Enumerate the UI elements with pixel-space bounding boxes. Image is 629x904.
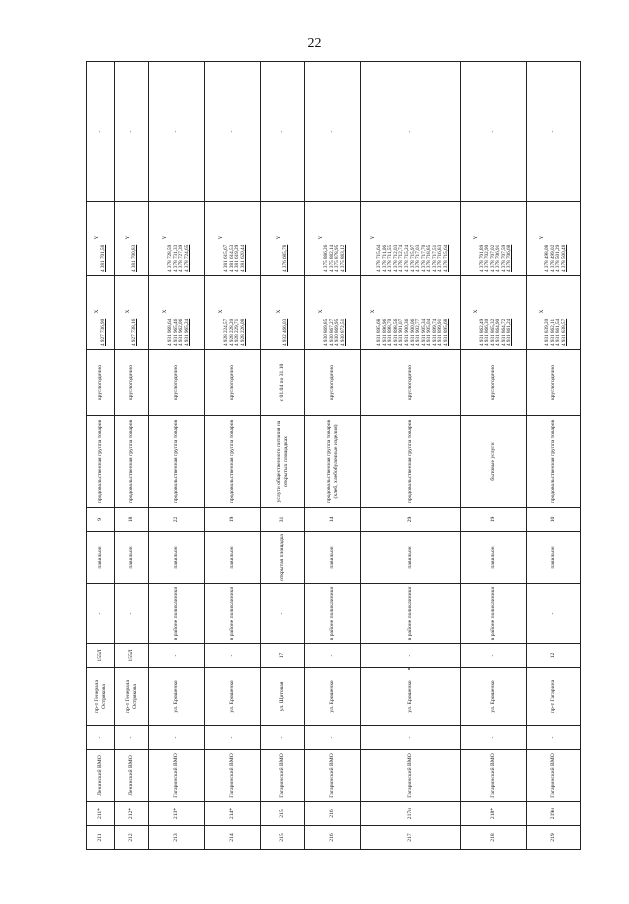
object-type-cell: павильон — [461, 532, 527, 584]
x-coordinate-label: X — [275, 309, 282, 314]
row-number: 211 — [87, 826, 115, 850]
x-coordinate-value: 4 930 869,85 — [323, 318, 330, 346]
x-coordinate-value: 4 931 899,91 — [437, 318, 444, 346]
column-4-cell: - — [261, 726, 305, 750]
column-4-cell: - — [361, 726, 461, 750]
house-cell: - — [149, 644, 205, 668]
area-cell: 31 — [261, 508, 305, 532]
x-coordinate-value: 4 931 900,06 — [409, 318, 416, 346]
object-type-cell: открытая площадка — [261, 532, 305, 584]
period-cell: круглогодично — [361, 350, 461, 416]
x-coordinate-value: 4 931 861,54 — [555, 318, 562, 346]
x-coordinates-cell — [361, 276, 461, 350]
landmark-cell: - — [261, 584, 305, 644]
x-coordinate-value: 4 931 864,72 — [500, 318, 507, 346]
y-coordinate-value: 4 378 715,97 — [409, 244, 416, 272]
y-coordinate-value: 4 381 701,58 — [99, 244, 106, 272]
y-coordinates-cell — [361, 202, 461, 276]
x-coordinates-cell — [149, 276, 205, 350]
column-4-cell: - — [87, 726, 115, 750]
y-coordinate-label: Y — [538, 235, 545, 240]
page-number: 22 — [307, 36, 322, 51]
specialization-cell: продовольственная группа товаров — [361, 416, 461, 508]
street-cell: пр-т Генерала Острякова — [115, 668, 149, 726]
table-row — [361, 62, 461, 850]
row-code: 217н — [361, 802, 461, 826]
x-coordinates-cell — [461, 276, 527, 350]
x-coordinates-cell — [261, 276, 305, 350]
y-coordinates-cell — [205, 202, 261, 276]
y-coordinate-label: Y — [93, 235, 100, 240]
x-coordinate-value: 4 931 902,77 — [415, 318, 422, 346]
row-number: 218 — [461, 826, 527, 850]
object-type-cell: павильон — [115, 532, 149, 584]
specialization-cell: продовольственная группа товаров — [87, 416, 115, 508]
x-coordinate-value: 4 931 900,36 — [403, 318, 410, 346]
row-number: 219 — [527, 826, 581, 850]
street-cell: ул. Ерошенко — [461, 668, 527, 726]
y-coordinate-value: 4 378 715,64 — [443, 244, 450, 272]
area-cell: 22 — [149, 508, 205, 532]
object-type-cell: павильон — [527, 532, 581, 584]
area-cell: 18 — [115, 508, 149, 532]
row-code: 212* — [115, 802, 149, 826]
y-coordinate-value: 4 378 500,48 — [560, 244, 567, 272]
x-coordinate-value: 4 931 898,70 — [387, 318, 394, 346]
x-coordinate-value: 4 931 862,11 — [549, 318, 556, 346]
y-coordinates-cell — [261, 202, 305, 276]
y-coordinate-value: 4 375 878,95 — [334, 244, 341, 272]
y-coordinate-label: Y — [370, 235, 377, 240]
column-4-cell: - — [305, 726, 361, 750]
street-cell: ул. Ерошенко — [361, 668, 461, 726]
column-4-cell: - — [115, 726, 149, 750]
x-coordinate-label: X — [124, 309, 131, 314]
y-coordinate-value: 4 378 707,02 — [489, 244, 496, 272]
period-cell: с 01.04 по 31.10 — [261, 350, 305, 416]
house-cell: 155Л — [87, 644, 115, 668]
y-coordinate-value: 4 378 711,06 — [381, 244, 388, 272]
y-coordinate-value: 4 381 700,83 — [130, 244, 137, 272]
column-4-cell: - — [205, 726, 261, 750]
object-type-cell: павильон — [87, 532, 115, 584]
x-coordinate-value: 4 931 905,34 — [420, 318, 427, 346]
y-coordinate-value: 4 378 724,65 — [183, 244, 190, 272]
specialization-cell: услуги общественного питания на открытых площадках — [261, 416, 305, 508]
x-coordinate-value: 4 932 466,03 — [281, 318, 288, 346]
object-type-cell: павильон — [305, 532, 361, 584]
x-coordinates-cell — [305, 276, 361, 350]
x-coordinate-value: 4 930 872,51 — [339, 318, 346, 346]
column-4-cell: - — [461, 726, 527, 750]
last-column-cell: - — [461, 62, 527, 202]
rotated-table-container — [86, 62, 567, 850]
specialization-cell: продовольственная группа товаров — [205, 416, 261, 508]
y-coordinate-value: 4 376 685,78 — [281, 244, 288, 272]
x-coordinate-label: X — [472, 309, 479, 314]
street-cell: ул. Ерошенко — [149, 668, 205, 726]
y-coordinate-value: 4 378 715,64 — [375, 244, 382, 272]
row-number: 214 — [205, 826, 261, 850]
row-code: 211* — [87, 802, 115, 826]
x-coordinates-cell — [87, 276, 115, 350]
street-cell: ул. Ерошенко — [305, 668, 361, 726]
row-number: 215 — [261, 826, 305, 850]
row-code: 214* — [205, 802, 261, 826]
landmark-cell: в районе поликлиники — [361, 584, 461, 644]
table-row — [305, 62, 361, 850]
specialization-cell: бытовые услуги — [461, 416, 527, 508]
y-coordinate-value: 4 378 501,29 — [555, 244, 562, 272]
area-cell: 19 — [461, 508, 527, 532]
y-coordinate-label: Y — [472, 235, 479, 240]
street-cell: пр-т Гагарина — [527, 668, 581, 726]
area-cell: 10 — [527, 508, 581, 532]
y-coordinates-cell — [87, 202, 115, 276]
x-coordinate-value: 4 928 224,57 — [223, 318, 230, 346]
y-coordinate-value: 4 378 727,39 — [178, 244, 185, 272]
x-coordinates-cell — [205, 276, 261, 350]
district-cell: Гагаринский ВМО — [361, 750, 461, 802]
x-coordinate-value: 4 931 905,04 — [426, 318, 433, 346]
y-coordinate-label: Y — [124, 235, 131, 240]
x-coordinate-value: 4 931 864,90 — [495, 318, 502, 346]
landmark-cell: - — [115, 584, 149, 644]
y-coordinate-value: 4 378 718,85 — [426, 244, 433, 272]
specialization-cell: продовольственная группа товаров — [527, 416, 581, 508]
x-coordinate-value: 4 931 895,68 — [443, 318, 450, 346]
object-type-cell: павильон — [149, 532, 205, 584]
row-number: 217 — [361, 826, 461, 850]
y-coordinate-value: 4 381 614,53 — [228, 244, 235, 272]
y-coordinate-value: 4 378 498,08 — [544, 244, 551, 272]
row-code: 216 — [305, 802, 361, 826]
row-number: 212 — [115, 826, 149, 850]
x-coordinate-label: X — [538, 309, 545, 314]
x-coordinate-value: 4 930 869,95 — [334, 318, 341, 346]
period-cell: круглогодично — [305, 350, 361, 416]
y-coordinate-value: 4 381 620,44 — [239, 244, 246, 272]
x-coordinate-value: 4 931 965,24 — [183, 318, 190, 346]
table-row — [205, 62, 261, 850]
object-type-cell: павильон — [361, 532, 461, 584]
street-cell: ул. Щитовая — [261, 668, 305, 726]
x-coordinate-value: 4 931 861,24 — [506, 318, 513, 346]
x-coordinate-value: 4 928 226,08 — [239, 318, 246, 346]
y-coordinate-label: Y — [317, 235, 324, 240]
district-cell: Гагаринский ВМО — [305, 750, 361, 802]
x-coordinate-label: X — [161, 309, 168, 314]
row-code: 215 — [261, 802, 305, 826]
area-cell: 29 — [361, 508, 461, 532]
area-cell: 14 — [305, 508, 361, 532]
last-column-cell: - — [149, 62, 205, 202]
x-coordinate-value: 4 931 862,49 — [478, 318, 485, 346]
y-coordinates-cell — [149, 202, 205, 276]
x-coordinates-cell — [527, 276, 581, 350]
y-coordinates-cell — [527, 202, 581, 276]
x-coordinate-value: 4 931 962,06 — [178, 318, 185, 346]
x-coordinate-value: 4 928 228,20 — [228, 318, 235, 346]
y-coordinate-value: 4 378 706,91 — [495, 244, 502, 272]
last-column-cell: - — [87, 62, 115, 202]
table-row — [461, 62, 527, 850]
row-number: 216 — [305, 826, 361, 850]
specialization-cell: продовольственная группа товаров (хлеб, хлебобулочные изделия) — [305, 416, 361, 508]
landmark-cell: в районе поликлиники — [205, 584, 261, 644]
specialization-cell: продовольственная группа товаров — [149, 416, 205, 508]
x-coordinate-value: 4 931 965,46 — [172, 318, 179, 346]
x-coordinate-value: 4 931 838,57 — [560, 318, 567, 346]
table-row — [87, 62, 115, 850]
period-cell: круглогодично — [149, 350, 205, 416]
district-cell: Ленинский ВМО — [115, 750, 149, 802]
y-coordinates-cell — [305, 202, 361, 276]
period-cell: круглогодично — [461, 350, 527, 416]
y-coordinate-value: 4 375 886,26 — [323, 244, 330, 272]
y-coordinate-value: 4 378 711,55 — [387, 244, 394, 272]
column-4-cell: - — [149, 726, 205, 750]
y-coordinate-value: 4 378 717,70 — [420, 244, 427, 272]
x-coordinate-label: X — [217, 309, 224, 314]
y-coordinate-value: 4 378 712,03 — [392, 244, 399, 272]
x-coordinate-value: 4 931 865,32 — [489, 318, 496, 346]
row-code: 218* — [461, 802, 527, 826]
x-coordinate-value: 4 931 895,68 — [375, 318, 382, 346]
x-coordinate-value: 4 930 867,27 — [328, 318, 335, 346]
house-cell: 12 — [527, 644, 581, 668]
specialization-cell: продовольственная группа товаров — [115, 416, 149, 508]
district-cell: Гагаринский ВМО — [149, 750, 205, 802]
area-cell: 9 — [87, 508, 115, 532]
x-coordinate-label: X — [317, 309, 324, 314]
house-cell: - — [305, 644, 361, 668]
district-cell: Гагаринский ВМО — [261, 750, 305, 802]
y-coordinate-value: 4 378 706,68 — [506, 244, 513, 272]
table-row — [149, 62, 205, 850]
district-cell: Гагаринский ВМО — [527, 750, 581, 802]
district-cell: Гагаринский ВМО — [205, 750, 261, 802]
y-coordinate-value: 4 378 702,90 — [484, 244, 491, 272]
x-coordinate-value: 4 931 968,64 — [167, 318, 174, 346]
y-coordinate-value: 4 381 615,67 — [223, 244, 230, 272]
x-coordinate-label: X — [370, 309, 377, 314]
y-coordinate-value: 4 378 701,89 — [478, 244, 485, 272]
y-coordinate-value: 4 378 717,51 — [431, 244, 438, 272]
period-cell: круглогодично — [527, 350, 581, 416]
x-coordinate-value: 4 931 901,07 — [398, 318, 405, 346]
y-coordinate-value: 4 378 717,03 — [415, 244, 422, 272]
last-column-cell: - — [115, 62, 149, 202]
landmark-cell: - — [527, 584, 581, 644]
row-number: 213 — [149, 826, 205, 850]
y-coordinate-value: 4 378 731,33 — [172, 244, 179, 272]
x-coordinate-value: 4 928 229,71 — [234, 318, 241, 346]
y-coordinate-value: 4 378 728,59 — [167, 244, 174, 272]
x-coordinates-cell — [115, 276, 149, 350]
x-coordinate-value: 4 931 896,96 — [381, 318, 388, 346]
period-cell: круглогодично — [87, 350, 115, 416]
y-coordinates-cell — [461, 202, 527, 276]
district-cell: Ленинский ВМО — [87, 750, 115, 802]
table-row — [115, 62, 149, 850]
last-column-cell: - — [305, 62, 361, 202]
x-coordinate-value: 4 931 839,20 — [544, 318, 551, 346]
house-cell: - — [461, 644, 527, 668]
y-coordinate-label: Y — [275, 235, 282, 240]
y-coordinate-value: 4 378 715,24 — [403, 244, 410, 272]
street-cell: ул. Ерошенко — [205, 668, 261, 726]
stray-pen-mark — [408, 668, 410, 670]
table-row — [527, 62, 581, 850]
landmark-cell: в районе поликлиники — [149, 584, 205, 644]
y-coordinate-value: 4 375 882,14 — [328, 244, 335, 272]
y-coordinate-label: Y — [161, 235, 168, 240]
period-cell: круглогодично — [205, 350, 261, 416]
x-coordinate-value: 4 927 736,90 — [99, 318, 106, 346]
row-code: 219н — [527, 802, 581, 826]
x-coordinate-value: 4 931 866,30 — [484, 318, 491, 346]
y-coordinate-value: 4 378 707,59 — [500, 244, 507, 272]
y-coordinate-value: 4 375 883,12 — [339, 244, 346, 272]
last-column-cell: - — [527, 62, 581, 202]
x-coordinate-label: X — [93, 309, 100, 314]
landmark-cell: в районе поликлиники — [461, 584, 527, 644]
street-cell: пр-т Генерала Острякова — [87, 668, 115, 726]
house-cell: 155Л — [115, 644, 149, 668]
y-coordinate-value: 4 378 716,83 — [437, 244, 444, 272]
period-cell: круглогодично — [115, 350, 149, 416]
landmark-cell: - — [87, 584, 115, 644]
landmark-cell: в районе поликлиники — [305, 584, 361, 644]
last-column-cell: - — [261, 62, 305, 202]
column-4-cell: - — [527, 726, 581, 750]
row-code: 213* — [149, 802, 205, 826]
x-coordinate-value: 4 931 898,56 — [392, 318, 399, 346]
x-coordinate-value: 4 927 738,16 — [130, 318, 137, 346]
house-cell: - — [205, 644, 261, 668]
y-coordinate-value: 4 381 619,29 — [234, 244, 241, 272]
last-column-cell: - — [361, 62, 461, 202]
y-coordinate-value: 4 378 499,02 — [549, 244, 556, 272]
table-row — [261, 62, 305, 850]
y-coordinates-cell — [115, 202, 149, 276]
y-coordinate-label: Y — [217, 235, 224, 240]
area-cell: 19 — [205, 508, 261, 532]
last-column-cell: - — [205, 62, 261, 202]
x-coordinate-value: 4 931 899,74 — [431, 318, 438, 346]
y-coordinate-value: 4 378 712,74 — [398, 244, 405, 272]
kiosk-placement-table — [86, 61, 581, 850]
object-type-cell: павильон — [205, 532, 261, 584]
house-cell: 17 — [261, 644, 305, 668]
district-cell: Гагаринский ВМО — [461, 750, 527, 802]
house-cell: - — [361, 644, 461, 668]
